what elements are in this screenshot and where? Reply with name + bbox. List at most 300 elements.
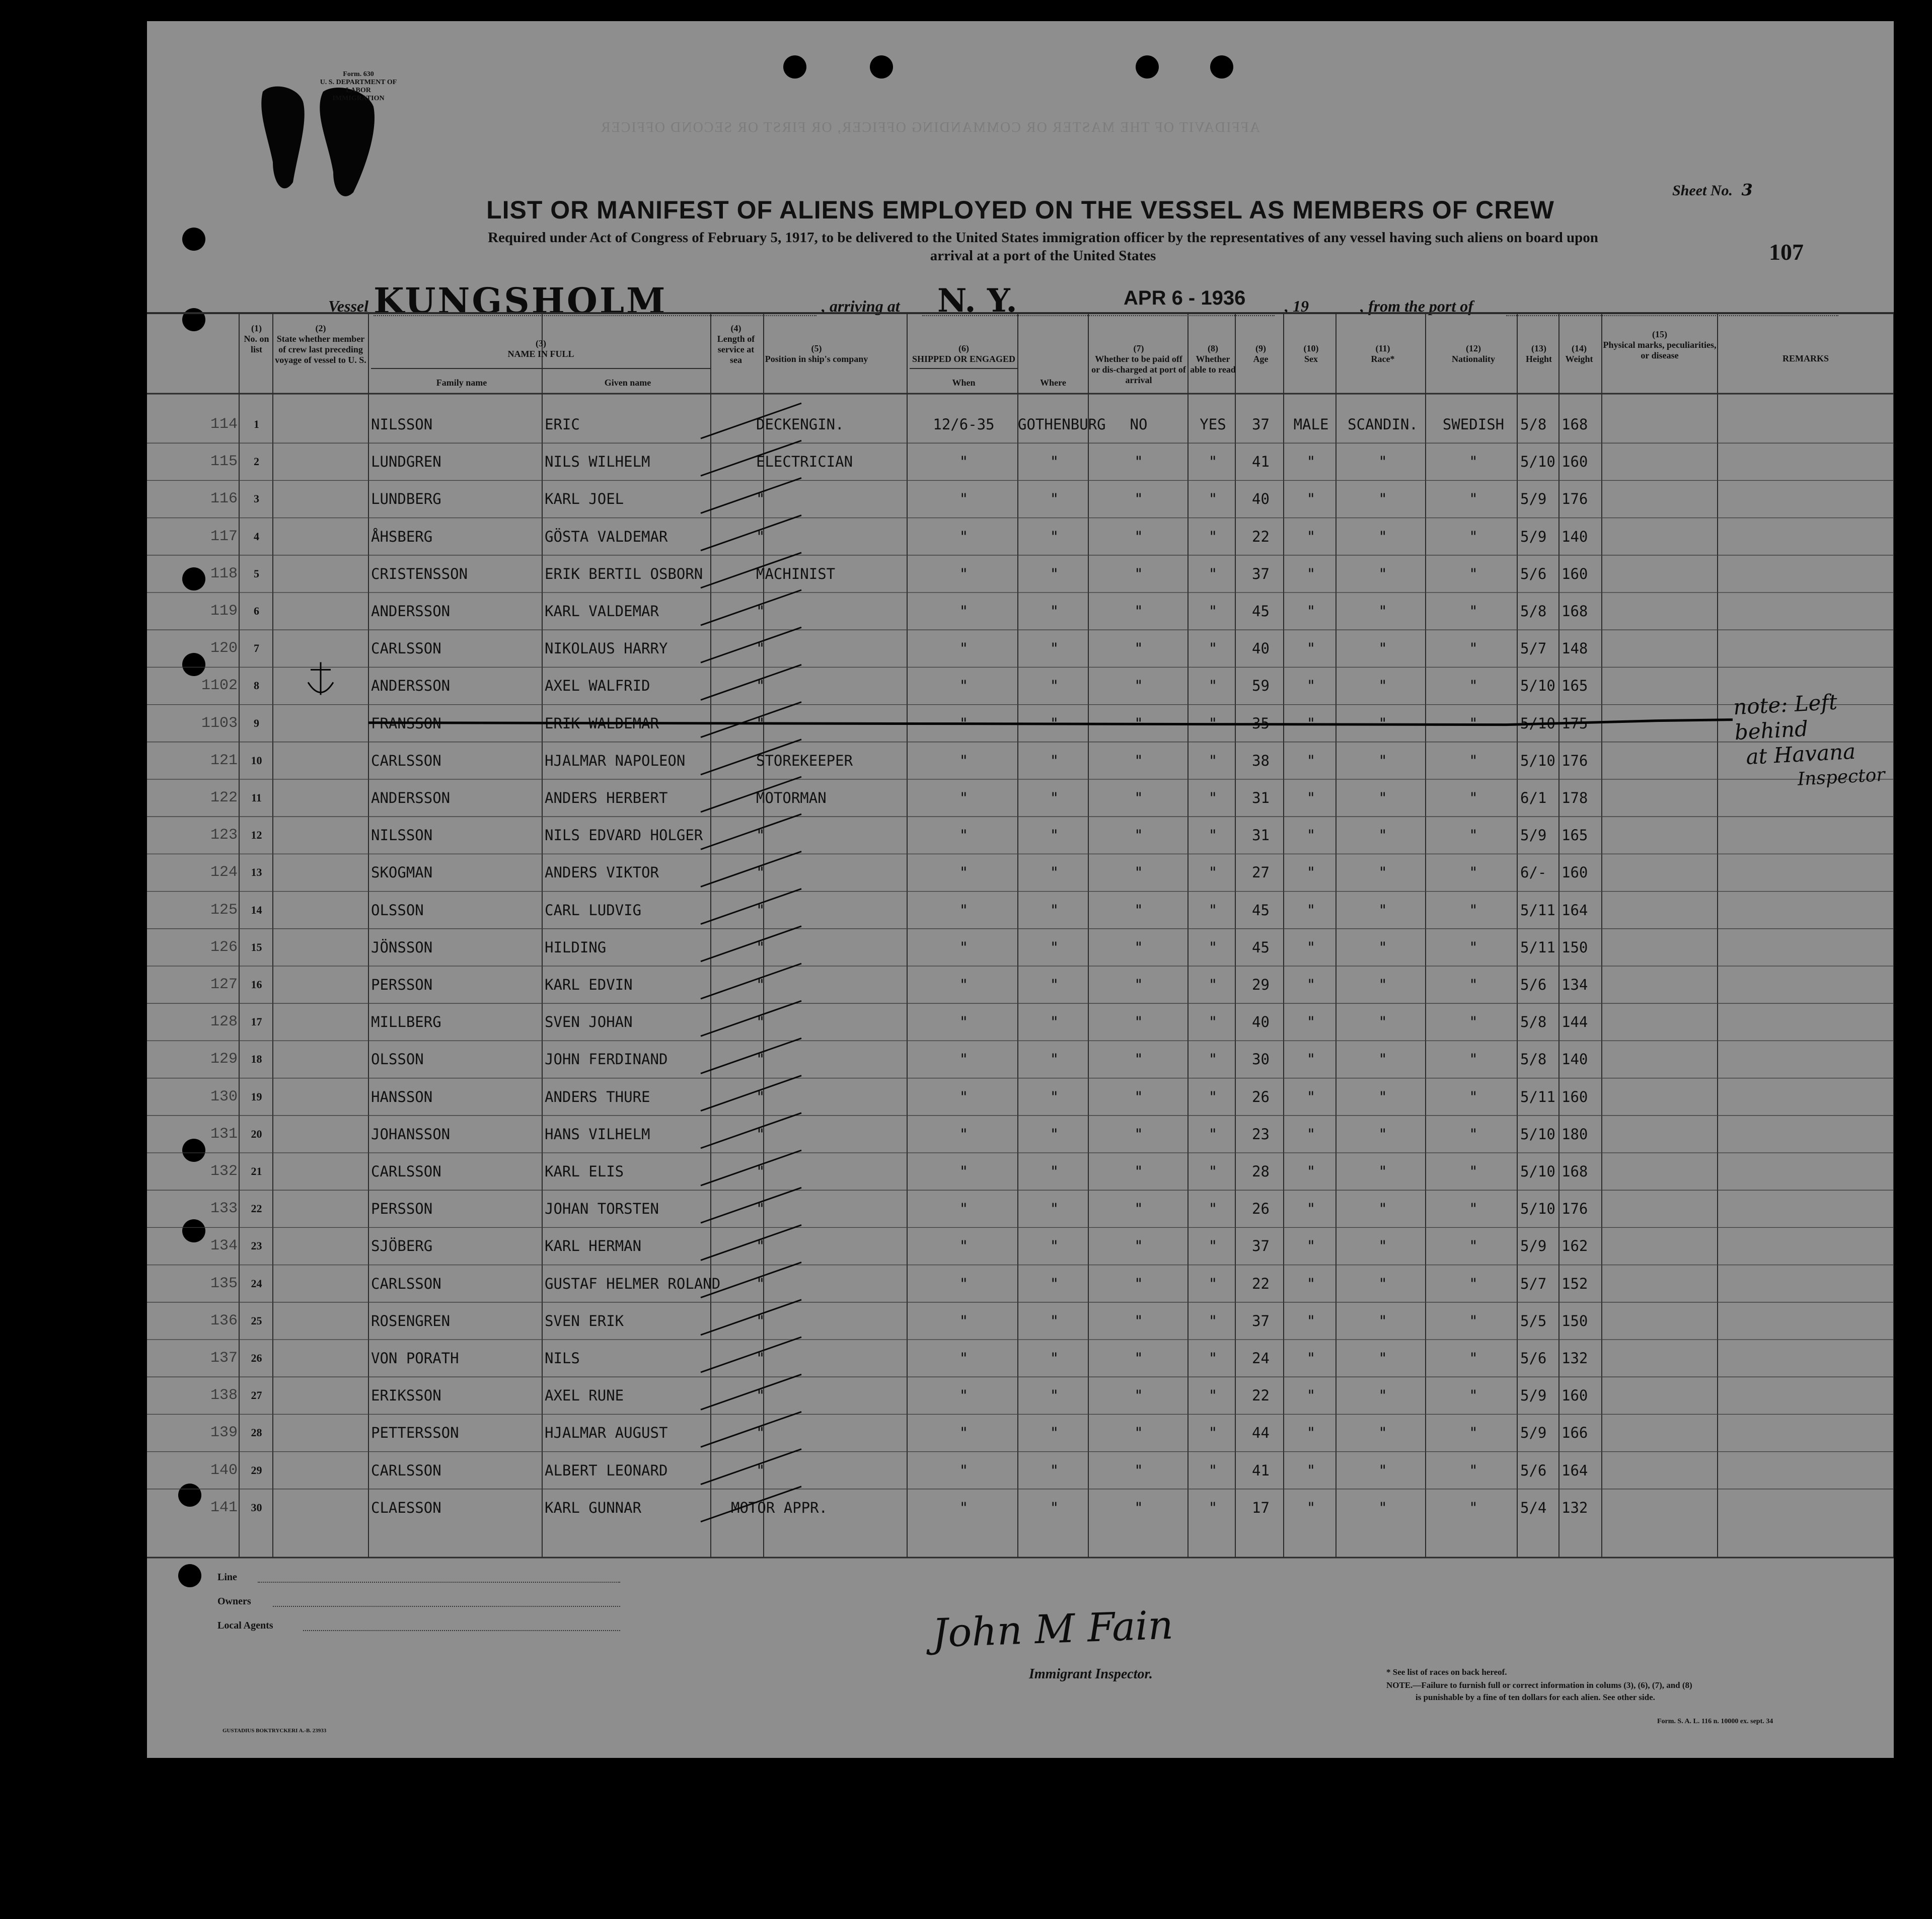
position: " xyxy=(756,1350,765,1367)
shipped-where: " xyxy=(1050,1312,1059,1330)
position: " xyxy=(756,1013,765,1031)
nationality: " xyxy=(1469,1350,1478,1367)
row-number: 30 xyxy=(251,1501,262,1514)
height: 5/6 xyxy=(1520,1461,1547,1479)
shipped-when: " xyxy=(959,528,969,545)
given-name: NIKOLAUS HARRY xyxy=(545,640,668,657)
col-3-label: NAME IN FULL xyxy=(507,349,574,359)
check-stroke xyxy=(701,403,801,438)
row-number: 16 xyxy=(251,978,262,991)
nationality: " xyxy=(1469,1387,1478,1405)
family-name: ROSENGREN xyxy=(371,1312,451,1330)
family-name: PERSSON xyxy=(371,1200,433,1218)
shipped-where: " xyxy=(1050,1088,1059,1105)
dotted-line xyxy=(303,1630,620,1631)
given-name: HILDING xyxy=(545,938,607,956)
position: " xyxy=(756,1125,765,1143)
family-name: FRANSSON xyxy=(371,714,441,732)
line-stamp-number: 121 xyxy=(210,752,238,769)
col-10-num: (10) xyxy=(1303,343,1319,353)
able-to-read: YES xyxy=(1200,416,1226,433)
age: 22 xyxy=(1252,1387,1270,1405)
nationality: " xyxy=(1469,1088,1478,1105)
age: 41 xyxy=(1252,453,1270,471)
shipped-when: " xyxy=(959,1312,969,1330)
weight: 175 xyxy=(1562,714,1588,732)
family-name: SJÖBERG xyxy=(371,1237,433,1255)
row-number: 21 xyxy=(251,1165,262,1177)
position: " xyxy=(756,1237,765,1255)
shipped-when: " xyxy=(959,938,969,956)
able-to-read: " xyxy=(1208,1461,1218,1479)
weight: 134 xyxy=(1562,976,1588,993)
height: 5/7 xyxy=(1520,640,1547,657)
race: " xyxy=(1378,1200,1387,1218)
paid-off: " xyxy=(1134,603,1143,620)
position: " xyxy=(756,1461,765,1479)
col-8-num: (8) xyxy=(1208,343,1218,353)
col-8-label: Whether able to read xyxy=(1190,354,1236,375)
immigrant-inspector-label: Immigrant Inspector. xyxy=(1029,1666,1153,1682)
position: " xyxy=(756,640,765,657)
weight: 140 xyxy=(1562,528,1588,545)
weight: 165 xyxy=(1562,677,1588,695)
nationality: " xyxy=(1469,603,1478,620)
race: " xyxy=(1378,1013,1387,1031)
col-12-num: (12) xyxy=(1466,343,1481,353)
row-number: 22 xyxy=(251,1202,262,1215)
able-to-read: " xyxy=(1208,827,1218,844)
given-name: HJALMAR AUGUST xyxy=(545,1424,668,1442)
paid-off: " xyxy=(1134,1013,1143,1031)
line-stamp-number: 123 xyxy=(210,827,238,844)
row-number: 4 xyxy=(254,530,259,543)
given-name: SVEN ERIK xyxy=(545,1312,624,1330)
paid-off: " xyxy=(1134,789,1143,806)
able-to-read: " xyxy=(1208,1424,1218,1442)
nationality: " xyxy=(1469,1200,1478,1218)
year-label: , 19 xyxy=(1285,297,1309,315)
line-stamp-number: 1102 xyxy=(201,677,238,695)
height: 5/11 xyxy=(1520,1088,1555,1105)
check-stroke xyxy=(701,440,801,476)
able-to-read: " xyxy=(1208,528,1218,545)
given-name: ERIC xyxy=(545,416,580,433)
weight: 178 xyxy=(1562,789,1588,806)
shipped-where: " xyxy=(1050,528,1059,545)
check-stroke xyxy=(701,478,801,513)
form-number-label: Form. 630 xyxy=(343,70,374,78)
row-number: 10 xyxy=(251,754,262,767)
family-name: CARLSSON xyxy=(371,640,441,657)
check-stroke xyxy=(701,665,801,700)
shipped-when: " xyxy=(959,490,969,508)
position: MOTORMAN xyxy=(756,789,827,806)
able-to-read: " xyxy=(1208,1275,1218,1292)
sex: " xyxy=(1306,1424,1316,1442)
race: " xyxy=(1378,1312,1387,1330)
nationality: " xyxy=(1469,677,1478,695)
able-to-read: " xyxy=(1208,565,1218,582)
family-name: CARLSSON xyxy=(371,1275,441,1292)
row-number: 29 xyxy=(251,1463,262,1477)
paid-off: " xyxy=(1134,901,1143,919)
row-number: 1 xyxy=(254,418,259,430)
weight: 160 xyxy=(1562,1088,1588,1105)
shipped-when: " xyxy=(959,1163,969,1180)
row-number: 19 xyxy=(251,1090,262,1103)
height: 5/4 xyxy=(1520,1499,1547,1516)
nationality: " xyxy=(1469,901,1478,919)
manifest-sheet xyxy=(147,21,1894,1758)
col-5-num: (5) xyxy=(811,343,822,353)
nationality: " xyxy=(1469,1163,1478,1180)
sex: " xyxy=(1306,1200,1316,1218)
given-name: NILS xyxy=(545,1350,580,1367)
col-2-num: (2) xyxy=(315,323,326,333)
nationality: " xyxy=(1469,640,1478,657)
height: 5/9 xyxy=(1520,1387,1547,1405)
given-name: KARL GUNNAR xyxy=(545,1499,642,1516)
given-name: AXEL WALFRID xyxy=(545,677,650,695)
family-name: MILLBERG xyxy=(371,1013,441,1031)
col-9-label: Age xyxy=(1253,354,1269,364)
bureau-label: IMMIGRATION xyxy=(332,95,385,102)
age: 40 xyxy=(1252,490,1270,508)
given-name: ANDERS THURE xyxy=(545,1088,650,1105)
shipped-where: " xyxy=(1050,1461,1059,1479)
height: 5/7 xyxy=(1520,1275,1547,1292)
height: 5/10 xyxy=(1520,1163,1555,1180)
shipped-where: " xyxy=(1050,677,1059,695)
family-name: NILSSON xyxy=(371,827,433,844)
height: 5/10 xyxy=(1520,1125,1555,1143)
position: ELECTRICIAN xyxy=(756,453,853,471)
check-stroke xyxy=(701,1150,801,1186)
remark-note-line-2: at Havana xyxy=(1745,739,1856,770)
check-stroke xyxy=(701,814,801,849)
nationality: " xyxy=(1469,1275,1478,1292)
col-13-num: (13) xyxy=(1531,343,1546,353)
position: STOREKEEPER xyxy=(756,752,853,769)
paid-off: " xyxy=(1134,976,1143,993)
position: " xyxy=(756,864,765,881)
paid-off: " xyxy=(1134,1200,1143,1218)
sex: " xyxy=(1306,1387,1316,1405)
col-6-num: (6) xyxy=(958,343,969,353)
race: " xyxy=(1378,864,1387,881)
race: " xyxy=(1378,640,1387,657)
given-name: CARL LUDVIG xyxy=(545,901,642,919)
age: 23 xyxy=(1252,1125,1270,1143)
shipped-when: " xyxy=(959,752,969,769)
row-number: 18 xyxy=(251,1053,262,1066)
race: " xyxy=(1378,901,1387,919)
age: 31 xyxy=(1252,789,1270,806)
sex: " xyxy=(1306,453,1316,471)
col-1-label: No. on list xyxy=(244,334,269,354)
check-stroke xyxy=(701,627,801,662)
age: 35 xyxy=(1252,714,1270,732)
weight: 160 xyxy=(1562,565,1588,582)
race: " xyxy=(1378,789,1387,806)
row-number: 25 xyxy=(251,1314,262,1327)
height: 5/8 xyxy=(1520,1051,1547,1068)
col-1-num: (1) xyxy=(251,323,262,333)
check-stroke xyxy=(701,1337,801,1372)
position: MOTOR APPR. xyxy=(731,1499,828,1516)
height: 5/6 xyxy=(1520,565,1547,582)
nationality: " xyxy=(1469,565,1478,582)
sex: " xyxy=(1306,1125,1316,1143)
able-to-read: " xyxy=(1208,1163,1218,1180)
shipped-where: " xyxy=(1050,1163,1059,1180)
from-port-label: , from the port of xyxy=(1360,297,1473,315)
shipped-when: " xyxy=(959,1088,969,1105)
given-name: ANDERS HERBERT xyxy=(545,789,668,806)
handwritten-marks xyxy=(147,21,1894,1758)
line-stamp-number: 132 xyxy=(210,1163,238,1180)
able-to-read: " xyxy=(1208,752,1218,769)
strike-through-line xyxy=(368,720,1733,725)
nationality: " xyxy=(1469,1461,1478,1479)
race: " xyxy=(1378,490,1387,508)
shipped-when: " xyxy=(959,1125,969,1143)
height: 5/9 xyxy=(1520,1237,1547,1255)
nationality: SWEDISH xyxy=(1442,416,1505,433)
sex: " xyxy=(1306,789,1316,806)
able-to-read: " xyxy=(1208,603,1218,620)
shipped-where: " xyxy=(1050,1499,1059,1516)
sex: " xyxy=(1306,901,1316,919)
col-11-label: Race* xyxy=(1371,354,1395,364)
age: 37 xyxy=(1252,416,1270,433)
position: " xyxy=(756,827,765,844)
nationality: " xyxy=(1469,453,1478,471)
check-stroke xyxy=(701,1225,801,1260)
position: " xyxy=(756,1312,765,1330)
check-stroke xyxy=(701,1449,801,1485)
col-6-label: SHIPPED OR ENGAGED xyxy=(912,354,1016,364)
position: DECKENGIN. xyxy=(756,416,844,433)
anchor-mark-icon xyxy=(308,662,333,695)
able-to-read: " xyxy=(1208,1088,1218,1105)
shipped-where: " xyxy=(1050,976,1059,993)
shipped-when: " xyxy=(959,1051,969,1068)
age: 37 xyxy=(1252,565,1270,582)
owners-label: Owners xyxy=(217,1596,251,1607)
family-name: CARLSSON xyxy=(371,1163,441,1180)
shipped-when: " xyxy=(959,1013,969,1031)
position: " xyxy=(756,976,765,993)
sex: " xyxy=(1306,565,1316,582)
race: " xyxy=(1378,976,1387,993)
paid-off: " xyxy=(1134,1350,1143,1367)
shipped-when: " xyxy=(959,1237,969,1255)
sex: " xyxy=(1306,1237,1316,1255)
line-label: Line xyxy=(217,1572,237,1583)
shipped-where: GOTHENBURG xyxy=(1018,416,1106,433)
paid-off: " xyxy=(1134,1088,1143,1105)
able-to-read: " xyxy=(1208,901,1218,919)
family-name: JÖNSSON xyxy=(371,938,433,956)
position: " xyxy=(756,714,765,732)
row-number: 7 xyxy=(254,642,259,655)
paid-off: " xyxy=(1134,864,1143,881)
given-name: KARL ELIS xyxy=(545,1163,624,1180)
shipped-where: " xyxy=(1050,603,1059,620)
line-stamp-number: 138 xyxy=(210,1387,238,1405)
height: 5/6 xyxy=(1520,976,1547,993)
form-code: Form. S. A. L. 116 n. 10000 ex. sept. 34 xyxy=(1657,1718,1773,1725)
sex: " xyxy=(1306,1350,1316,1367)
col-3-given-label: Given name xyxy=(604,378,651,388)
shipped-where: " xyxy=(1050,1237,1059,1255)
able-to-read: " xyxy=(1208,1200,1218,1218)
col-7-num: (7) xyxy=(1133,343,1144,353)
given-name: GÖSTA VALDEMAR xyxy=(545,528,668,545)
printer-imprint: GUSTADIUS BOKTRYCKERI A.-B. 23933 xyxy=(222,1728,327,1734)
line-stamp-number: 127 xyxy=(210,976,238,993)
col-2-label: State whether member of crew last preceding voyage of vessel to U. S. xyxy=(275,334,366,365)
sex: " xyxy=(1306,1461,1316,1479)
weight: 150 xyxy=(1562,1312,1588,1330)
col-15-num: (15) xyxy=(1652,329,1667,339)
age: 37 xyxy=(1252,1237,1270,1255)
col-15-label: Physical marks, peculiarities, or disease xyxy=(1603,340,1717,360)
col-12-label: Nationality xyxy=(1451,354,1495,364)
family-name: ERIKSSON xyxy=(371,1387,441,1405)
line-stamp-number: 139 xyxy=(210,1424,238,1442)
row-number: 20 xyxy=(251,1127,262,1140)
weight: 148 xyxy=(1562,640,1588,657)
nationality: " xyxy=(1469,1424,1478,1442)
check-stroke xyxy=(701,1076,801,1111)
sex: " xyxy=(1306,640,1316,657)
row-number: 11 xyxy=(251,791,262,804)
check-stroke xyxy=(701,1300,801,1335)
given-name: NILS EDVARD HOLGER xyxy=(545,827,703,844)
weight: 152 xyxy=(1562,1275,1588,1292)
shipped-when: " xyxy=(959,1387,969,1405)
family-name: PERSSON xyxy=(371,976,433,993)
race: " xyxy=(1378,1424,1387,1442)
check-stroke xyxy=(701,1038,801,1073)
given-name: KARL HERMAN xyxy=(545,1237,642,1255)
line-stamp-number: 133 xyxy=(210,1200,238,1218)
sex: " xyxy=(1306,752,1316,769)
given-name: NILS WILHELM xyxy=(545,453,650,471)
race: " xyxy=(1378,1350,1387,1367)
paid-off: " xyxy=(1134,1424,1143,1442)
check-stroke xyxy=(701,590,801,625)
able-to-read: " xyxy=(1208,1125,1218,1143)
height: 5/10 xyxy=(1520,752,1555,769)
shipped-when: " xyxy=(959,1200,969,1218)
paid-off: " xyxy=(1134,1125,1143,1143)
weight: 132 xyxy=(1562,1499,1588,1516)
age: 38 xyxy=(1252,752,1270,769)
check-stroke xyxy=(701,1374,801,1410)
row-number: 6 xyxy=(254,605,259,617)
given-name: ERIK BERTIL OSBORN xyxy=(545,565,703,582)
race: " xyxy=(1378,1237,1387,1255)
age: 40 xyxy=(1252,640,1270,657)
col-14-num: (14) xyxy=(1572,343,1587,353)
col-4-num: (4) xyxy=(730,323,741,333)
paid-off: " xyxy=(1134,528,1143,545)
check-stroke xyxy=(701,702,801,737)
line-stamp-number: 134 xyxy=(210,1237,238,1255)
check-stroke xyxy=(701,1001,801,1036)
row-number: 8 xyxy=(254,679,259,692)
position: " xyxy=(756,528,765,545)
races-note: * See list of races on back hereof. xyxy=(1386,1667,1507,1677)
family-name: CARLSSON xyxy=(371,1461,441,1479)
able-to-read: " xyxy=(1208,1237,1218,1255)
race: " xyxy=(1378,752,1387,769)
line-stamp-number: 131 xyxy=(210,1125,238,1143)
age: 31 xyxy=(1252,827,1270,844)
age: 45 xyxy=(1252,603,1270,620)
col-11-num: (11) xyxy=(1375,343,1390,353)
nationality: " xyxy=(1469,752,1478,769)
height: 5/6 xyxy=(1520,1350,1547,1367)
given-name: HANS VILHELM xyxy=(545,1125,650,1143)
arrival-date-stamp: APR 6 - 1936 xyxy=(1124,287,1246,309)
local-agents-label: Local Agents xyxy=(217,1620,273,1631)
sex: " xyxy=(1306,1013,1316,1031)
weight: 164 xyxy=(1562,1461,1588,1479)
position: " xyxy=(756,677,765,695)
paid-off: " xyxy=(1134,1237,1143,1255)
race: " xyxy=(1378,1387,1387,1405)
height: 5/11 xyxy=(1520,938,1555,956)
shipped-when: " xyxy=(959,640,969,657)
col-3-num: (3) xyxy=(536,338,546,348)
weight: 176 xyxy=(1562,490,1588,508)
race: " xyxy=(1378,453,1387,471)
sex: MALE xyxy=(1293,416,1329,433)
able-to-read: " xyxy=(1208,938,1218,956)
weight: 168 xyxy=(1562,603,1588,620)
shipped-where: " xyxy=(1050,1051,1059,1068)
nationality: " xyxy=(1469,976,1478,993)
subtitle-line-1: Required under Act of Congress of February 5, 1917, to be delivered to the United States immigration officer by the representatives of any vessel having such aliens on board upon xyxy=(488,230,1598,246)
line-stamp-number: 136 xyxy=(210,1312,238,1330)
page-number-stamp: 107 xyxy=(1769,239,1804,265)
check-stroke xyxy=(701,964,801,999)
given-name: ALBERT LEONARD xyxy=(545,1461,668,1479)
row-number: 28 xyxy=(251,1426,262,1439)
family-name: SKOGMAN xyxy=(371,864,433,881)
row-number: 9 xyxy=(254,716,259,729)
vessel-name: KUNGSHOLM xyxy=(374,280,667,322)
able-to-read: " xyxy=(1208,640,1218,657)
sex: " xyxy=(1306,603,1316,620)
position: " xyxy=(756,603,765,620)
check-stroke xyxy=(701,889,801,924)
paid-off: " xyxy=(1134,1387,1143,1405)
nationality: " xyxy=(1469,827,1478,844)
line-stamp-number: 129 xyxy=(210,1051,238,1068)
able-to-read: " xyxy=(1208,1013,1218,1031)
shipped-when: " xyxy=(959,677,969,695)
row-number: 24 xyxy=(251,1277,262,1290)
bleed-through-text: AFFIDAVIT OF THE MASTER OR COMMANDING OFFICER, OR FIRST OR SECOND OFFICER xyxy=(600,120,1260,135)
height: 5/9 xyxy=(1520,827,1547,844)
weight: 165 xyxy=(1562,827,1588,844)
